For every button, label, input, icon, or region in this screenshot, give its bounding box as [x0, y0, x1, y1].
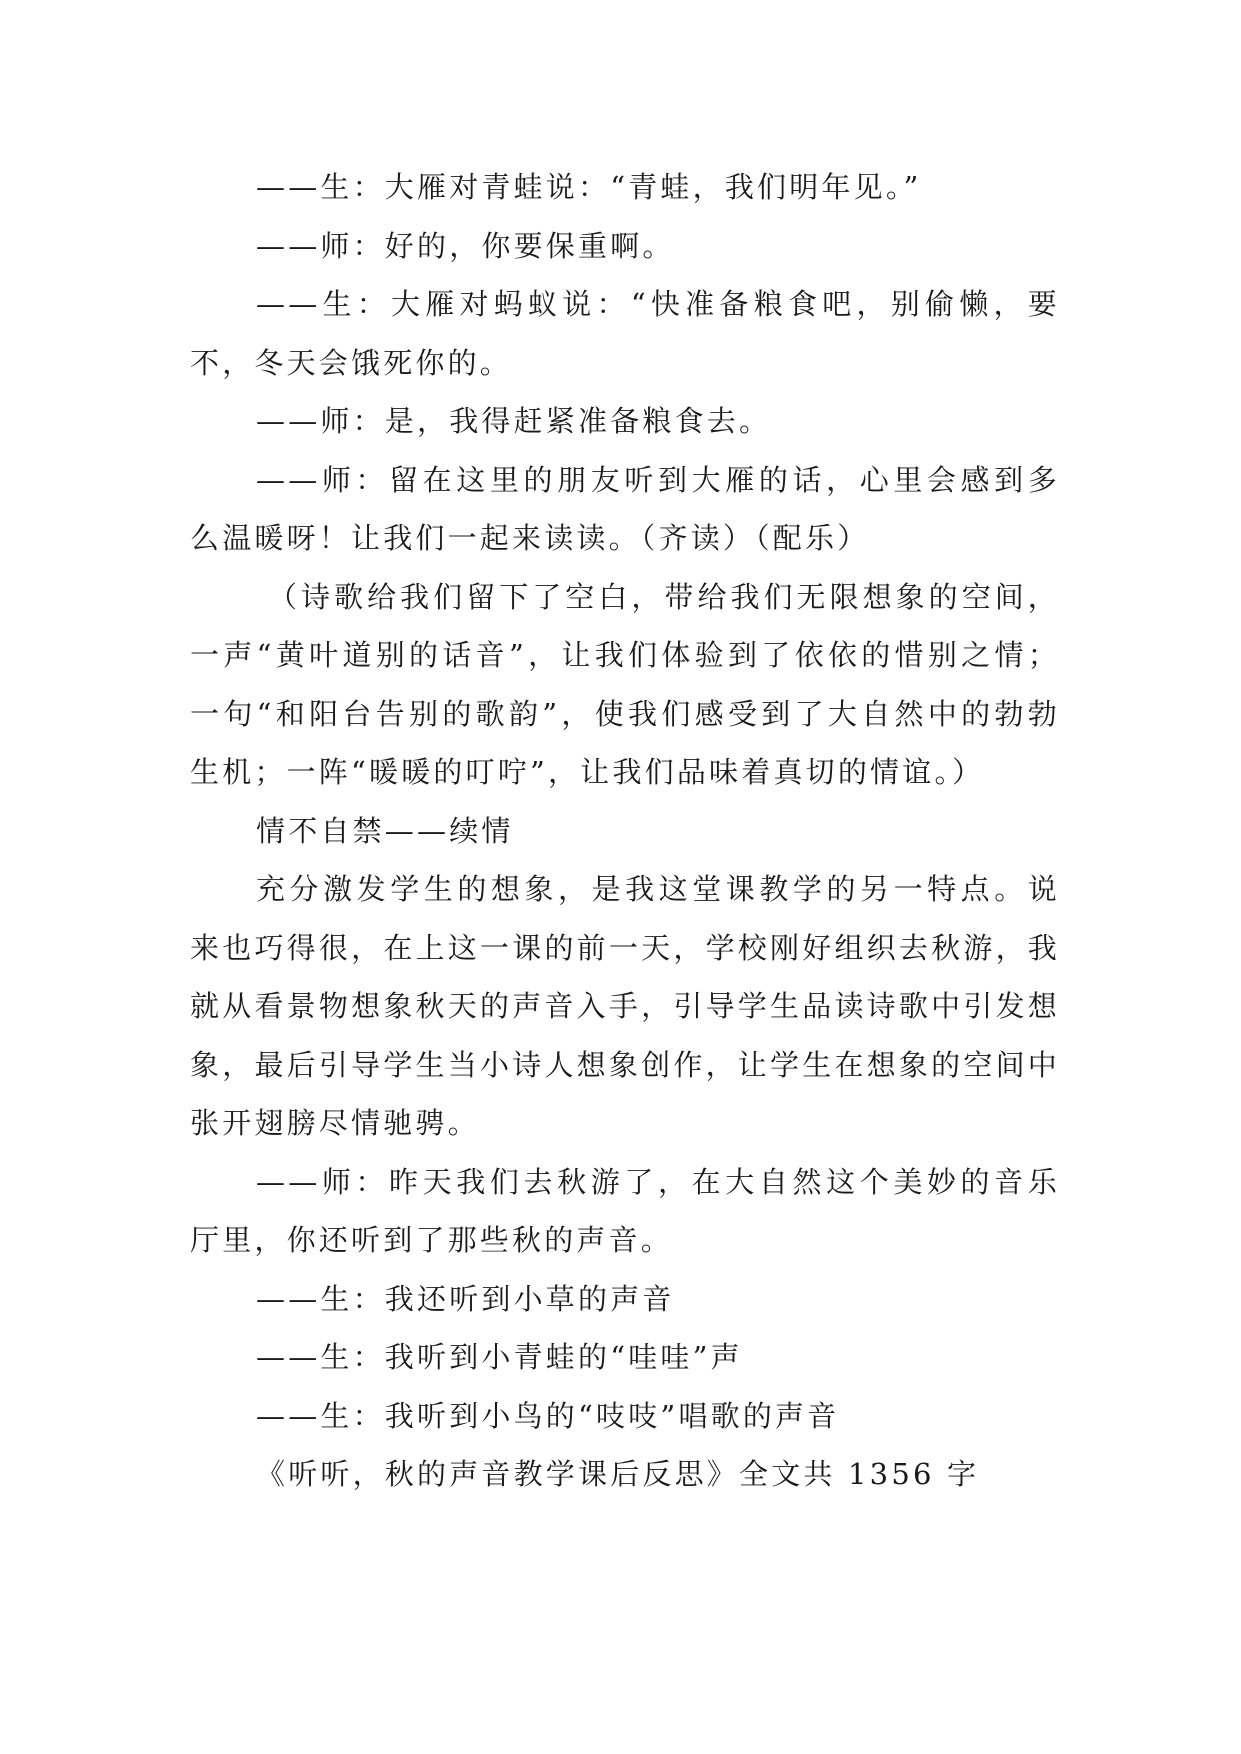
dialogue-line: ——生：我听到小鸟的“吱吱”唱歌的声音 — [256, 1398, 840, 1433]
dialogue-line: ——生：我还听到小草的声音 — [256, 1281, 675, 1316]
body-paragraph: 充分激发学生的想象，是我这堂课教学的另一特点。说来也巧得很，在上这一课的前一天，学校刚好组织去秋游，我就从看景物想象秋天的声音入手，引导学生品读诗歌中引发想象，最后引导学生当小诗人想象创作，让学生在想象的空间中张开翅膀尽情驰骋。 — [190, 872, 1060, 1140]
dialogue-line: ——生：大雁对蚂蚁说：“快准备粮食吧，别偷懒，要不，冬天会饿死你的。 — [190, 287, 1060, 380]
document-body — [190, 158, 1060, 1504]
dialogue-line: ——师：是，我得赶紧准备粮食去。 — [256, 404, 772, 438]
section-heading: 情不自禁——续情 — [256, 813, 514, 848]
word-count-note: 《听听，秋的声音教学课后反思》全文共 1356 字 — [256, 1457, 980, 1491]
dialogue-line: ——生：大雁对青蛙说：“青蛙，我们明年见。” — [256, 170, 922, 204]
dialogue-line: ——师：好的，你要保重啊。 — [256, 228, 675, 263]
dialogue-line: ——师：留在这里的朋友听到大雁的话，心里会感到多么温暖呀！让我们一起来读读。（齐读）（配乐） — [190, 462, 1060, 555]
dialogue-line: ——生：我听到小青蛙的“哇哇”声 — [256, 1340, 743, 1374]
dialogue-line: ——师：昨天我们去秋游了，在大自然这个美妙的音乐厅里，你还听到了那些秋的声音。 — [190, 1164, 1060, 1257]
commentary-paragraph: （诗歌给我们留下了空白，带给我们无限想象的空间，一声“黄叶道别的话音”，让我们体验到了依依的惜别之情；一句“和阳台告别的歌韵”，使我们感受到了大自然中的勃勃生机；一阵“暖暖的叮咛”，让我们品味着真切的情谊。） — [190, 579, 1060, 789]
